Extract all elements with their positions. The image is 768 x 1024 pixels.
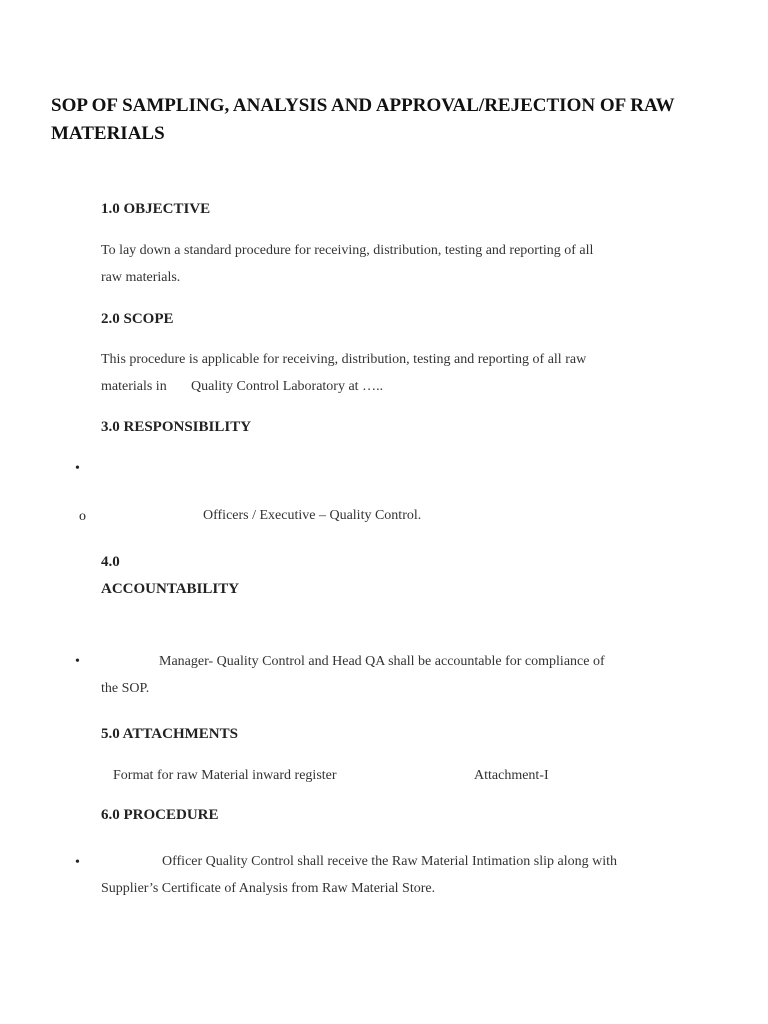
procedure-bullet: • [75, 855, 80, 870]
scope-heading: 2.0 SCOPE [101, 311, 174, 327]
responsibility-sub-bullet: o [79, 509, 86, 524]
scope-text-line2-part2: Quality Control Laboratory at ….. [191, 379, 384, 394]
responsibility-heading: 3.0 RESPONSIBILITY [101, 419, 252, 435]
attachment-item-ref: Attachment-I [474, 768, 549, 783]
accountability-text-line1: Manager- Quality Control and Head QA shall be accountable for compliance of [159, 654, 605, 669]
attachments-heading: 5.0 ATTACHMENTS [101, 726, 238, 742]
scope-text-line2-part1: materials in [101, 379, 167, 394]
responsibility-bullet: • [75, 461, 80, 476]
responsibility-item: Officers / Executive – Quality Control. [203, 508, 422, 523]
accountability-text-line2: the SOP. [101, 681, 150, 696]
accountability-heading-number: 4.0 [101, 554, 120, 570]
attachment-item-name: Format for raw Material inward register [113, 768, 337, 783]
procedure-text-line2: Supplier’s Certificate of Analysis from Raw Material Store. [101, 881, 436, 896]
procedure-heading: 6.0 PROCEDURE [101, 807, 219, 823]
objective-text-line2: raw materials. [101, 270, 181, 285]
document-title-line1: SOP OF SAMPLING, ANALYSIS AND APPROVAL/REJECTION OF RAW [51, 95, 675, 116]
objective-text-line1: To lay down a standard procedure for receiving, distribution, testing and reporting of all [101, 243, 594, 258]
procedure-text-line1: Officer Quality Control shall receive the Raw Material Intimation slip along with [162, 854, 618, 869]
objective-heading: 1.0 OBJECTIVE [101, 201, 211, 217]
scope-text-line1: This procedure is applicable for receiving, distribution, testing and reporting of all raw [101, 352, 587, 367]
document-title-line2: MATERIALS [51, 123, 165, 144]
accountability-bullet: • [75, 654, 80, 669]
accountability-heading-title: ACCOUNTABILITY [101, 581, 240, 597]
